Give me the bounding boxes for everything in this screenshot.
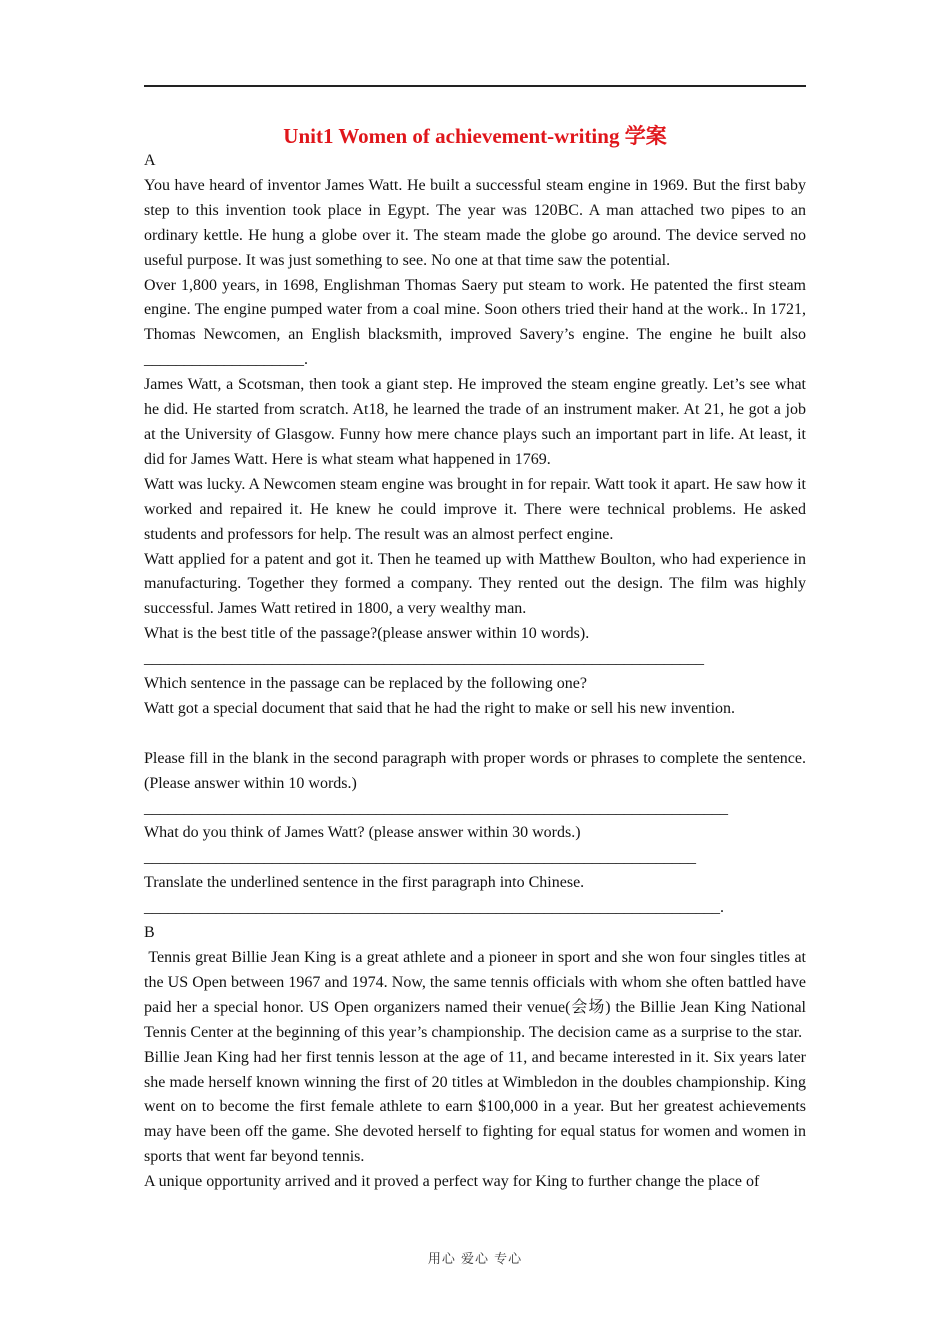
passage-a-paragraph-3: James Watt, a Scotsman, then took a giant step. He improved the steam engine greatly. Let’s see what he did. He started from scratch. At18, he learned the trade of an instrument maker. At 21, he got a job at the University of Glasgow. Funny how mere chance plays such an important part in life. At least, it did for James Watt. Here is what steam what happened in 1769.: [144, 376, 806, 468]
answer-line-5: ________________________________________________________________________.: [144, 899, 724, 917]
section-a-label: A: [144, 152, 156, 169]
passage-a-paragraph-5: Watt applied for a patent and got it. Then he teamed up with Matthew Boulton, who had experience in manufacturing. Together they formed a company. They rented out the design. The film was highly successful. James Watt retired in 1800, a very wealthy man.: [144, 550, 806, 618]
answer-line-1: ______________________________________________________________________: [144, 650, 704, 668]
header-rule: [144, 85, 806, 87]
passage-a-paragraph-1: You have heard of inventor James Watt. He built a successful steam engine in 1969. But the first baby step to this invention took place in Egypt. The year was 120BC. A man attached two pipes to an ordinary kettle. He hung a globe over it. The steam made the globe go around. The device served no useful purpose. It was just something to see. No one at that time saw the potential.: [144, 176, 806, 269]
question-2-sentence: Watt got a special document that said that he had the right to make or sell his new invention.: [144, 699, 736, 717]
passage-b-paragraph-3: A unique opportunity arrived and it proved a perfect way for King to further change the place of: [144, 1173, 760, 1191]
passage-b-paragraph-2: Billie Jean King had her first tennis lesson at the age of 11, and became interested in it. Six years later she made herself known winning the first of 20 titles at Wimbledon in the doubles championship. King went on to become the first female athlete to earn $100,000 in a year. But her greatest achievements may have been off the game. She devoted herself to fighting for equal status for women and women in sports that went far beyond tennis.: [144, 1048, 806, 1166]
question-4: What do you think of James Watt? (please answer within 30 words.): [144, 824, 581, 842]
document-body: [144, 149, 810, 1195]
passage-b-paragraph-1: Tennis great Billie Jean King is a great athlete and a pioneer in sport and she won four singles titles at the US Open between 1967 and 1974. Now, the same tennis officials with whom she often battled have paid her a special honor. US Open organizers named their venue(会场) the Billie Jean King National Tennis Center at the beginning of this year’s championship. The decision came as a surprise to the star.: [144, 948, 810, 1041]
answer-line-4: _____________________________________________________________________: [144, 849, 696, 867]
blank-spacer: [144, 722, 806, 747]
passage-a-paragraph-2: Over 1,800 years, in 1698, Englishman Thomas Saery put steam to work. He patented the first steam engine. The engine pumped water from a coal mine. Soon others tried their hand at the work.. In 1721, Thomas Newcomen, an English blacksmith, improved Savery’s engine. The engine he built also ____________________.: [144, 276, 806, 369]
page-footer: 用心 爱心 专心: [427, 1252, 523, 1267]
document-title: Unit1 Women of achievement-writing 学案: [283, 124, 667, 148]
passage-a-paragraph-4: Watt was lucky. A Newcomen steam engine was brought in for repair. Watt took it apart. He saw how it worked and repaired it. He knew he could improve it. There were technical problems. He asked students and professors for help. The result was an almost perfect engine.: [144, 475, 806, 543]
question-3: Please fill in the blank in the second paragraph with proper words or phrases to complete the sentence. (Please answer within 10 words.): [144, 749, 806, 792]
question-2: Which sentence in the passage can be replaced by the following one?: [144, 675, 587, 693]
answer-line-3: _________________________________________________________________________: [144, 799, 728, 817]
section-b-label: B: [144, 924, 155, 942]
question-1: What is the best title of the passage?(please answer within 10 words).: [144, 625, 590, 643]
question-5: Translate the underlined sentence in the first paragraph into Chinese.: [144, 874, 585, 892]
